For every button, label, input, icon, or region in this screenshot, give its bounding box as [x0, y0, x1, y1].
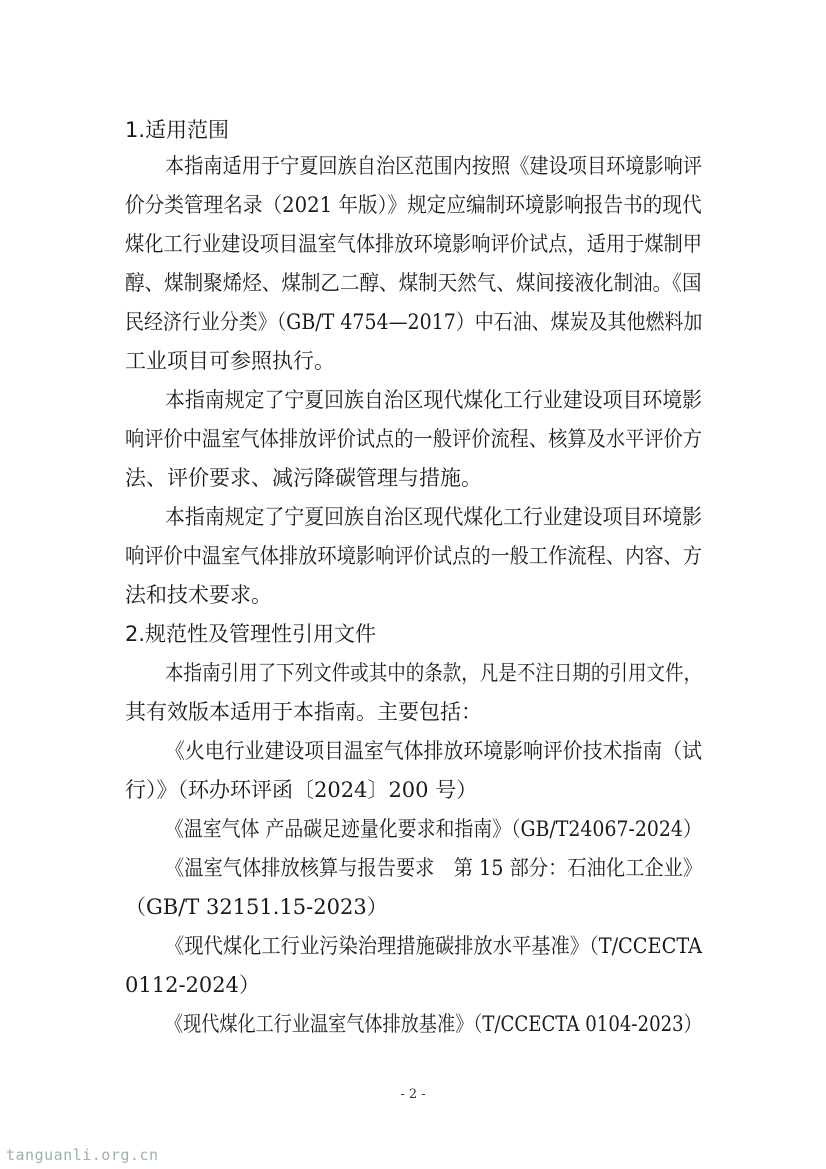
section-1-heading: 1.适用范围 [125, 118, 230, 142]
paragraph-line: 其有效版本适用于本指南。主要包括： [125, 700, 482, 724]
reference-item: 《温室气体 产品碳足迹量化要求和指南》（GB/T24067-2024） [165, 817, 702, 841]
paragraph-line: 法和技术要求。 [125, 583, 272, 607]
paragraph-line: 法、评价要求、减污降碳管理与措施。 [125, 466, 482, 490]
reference-item: 《火电行业建设项目温室气体排放环境影响评价技术指南（试 [165, 739, 703, 763]
paragraph-line: 煤化工行业建设项目温室气体排放环境影响评价试点，适用于煤制甲 [125, 232, 703, 256]
reference-item: （GB/T 32151.15-2023） [125, 895, 388, 919]
paragraph-line: 响评价中温室气体排放评价试点的一般评价流程、核算及水平评价方 [125, 427, 703, 451]
paragraph-line: 本指南规定了宁夏回族自治区现代煤化工行业建设项目环境影 [165, 505, 703, 529]
paragraph-line: 醇、煤制聚烯烃、煤制乙二醇、煤制天然气、煤间接液化制油。《国 [125, 271, 702, 295]
reference-item: 行）》（环办环评函〔2024〕200 号） [125, 778, 478, 802]
page-number: - 2 - [400, 1087, 426, 1102]
reference-item: 《现代煤化工行业污染治理措施碳排放水平基准》（T/CCECTA [165, 934, 703, 958]
reference-item: 《温室气体排放核算与报告要求 第 15 部分：石油化工企业》 [165, 856, 703, 880]
paragraph-line: 工业项目可参照执行。 [125, 349, 335, 373]
paragraph-line: 本指南适用于宁夏回族自治区范围内按照《建设项目环境影响评 [165, 154, 703, 178]
paragraph-line: 价分类管理名录（2021 年版）》规定应编制环境影响报告书的现代 [125, 193, 702, 217]
reference-item: 0112-2024） [125, 973, 260, 997]
paragraph-line: 本指南规定了宁夏回族自治区现代煤化工行业建设项目环境影 [165, 388, 703, 412]
paragraph-line: 本指南引用了下列文件或其中的条款，凡是不注日期的引用文件， [165, 661, 703, 685]
paragraph-line: 响评价中温室气体排放环境影响评价试点的一般工作流程、内容、方 [125, 544, 703, 568]
paragraph-line: 民经济行业分类》（GB/T 4754—2017）中石油、煤炭及其他燃料加 [125, 310, 703, 334]
reference-item: 《现代煤化工行业温室气体排放基准》（T/CCECTA 0104-2023） [165, 1012, 702, 1036]
watermark: tanguanli.org.cn [6, 1146, 159, 1164]
section-2-heading: 2.规范性及管理性引用文件 [125, 622, 377, 646]
